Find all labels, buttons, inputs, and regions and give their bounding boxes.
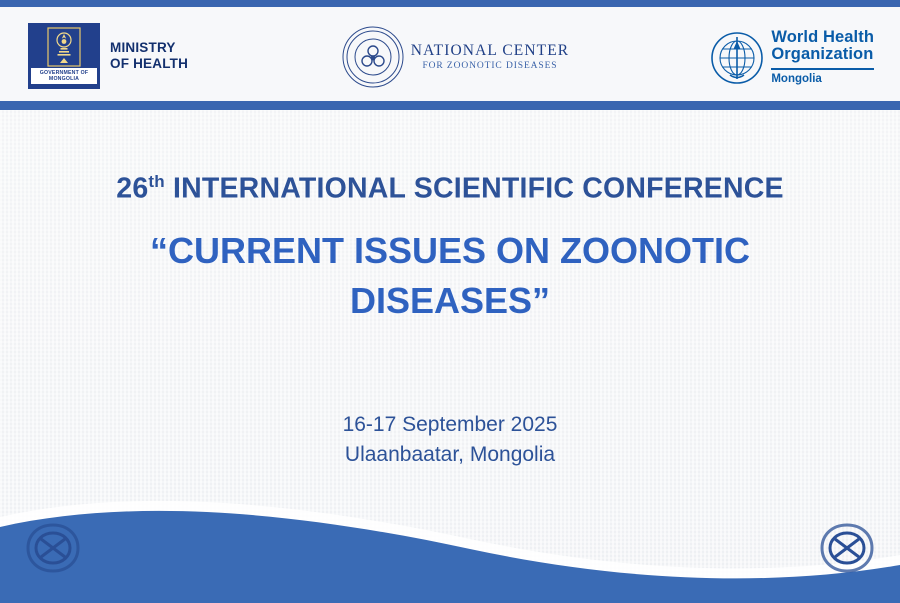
slide-body [0, 110, 900, 603]
knot-ornament-right-icon [810, 517, 884, 579]
ministry-label-line1: MINISTRY [110, 40, 176, 55]
who-divider [771, 68, 874, 70]
nczd-subtitle: FOR ZOONOTIC DISEASES [422, 61, 558, 72]
conference-heading-text: INTERNATIONAL SCIENTIFIC CONFERENCE [164, 172, 784, 205]
conference-heading [0, 172, 900, 206]
logo-national-center [330, 21, 580, 93]
title-block [0, 172, 900, 326]
who-country-label: Mongolia [771, 72, 822, 85]
nczd-title: NATIONAL CENTER [410, 41, 570, 59]
event-location: Ulaanbaatar, Mongolia [344, 443, 556, 466]
top-blue-rule [0, 0, 900, 7]
bottom-wave-decoration [0, 443, 900, 603]
conference-number: 26 [116, 172, 149, 205]
emblem-caption-line1: GOVERNMENT OF [39, 70, 89, 76]
soyombo-icon [47, 27, 81, 67]
header-blue-rule [0, 101, 900, 110]
knot-ornament-left-icon [16, 517, 90, 579]
mongolia-state-emblem-icon [28, 23, 100, 89]
logo-header-band [0, 7, 900, 101]
nczd-seal-icon [341, 25, 405, 89]
event-dates: 16-17 September 2025 [342, 413, 558, 436]
who-name-line1: World Health [771, 28, 874, 46]
ministry-of-health-label [110, 40, 188, 72]
logo-ministry-of-health [28, 21, 258, 91]
conference-number-suffix: th [148, 172, 165, 191]
conference-theme: “CURRENT ISSUES ON ZOONOTIC DISEASES” [149, 229, 751, 321]
ministry-label-line2: OF HEALTH [110, 56, 189, 71]
logo-who [654, 23, 874, 91]
who-name-line2: Organization [771, 45, 874, 64]
who-emblem-icon [710, 31, 764, 85]
emblem-caption [31, 68, 97, 84]
emblem-caption-line2: MONGOLIA [48, 76, 80, 82]
